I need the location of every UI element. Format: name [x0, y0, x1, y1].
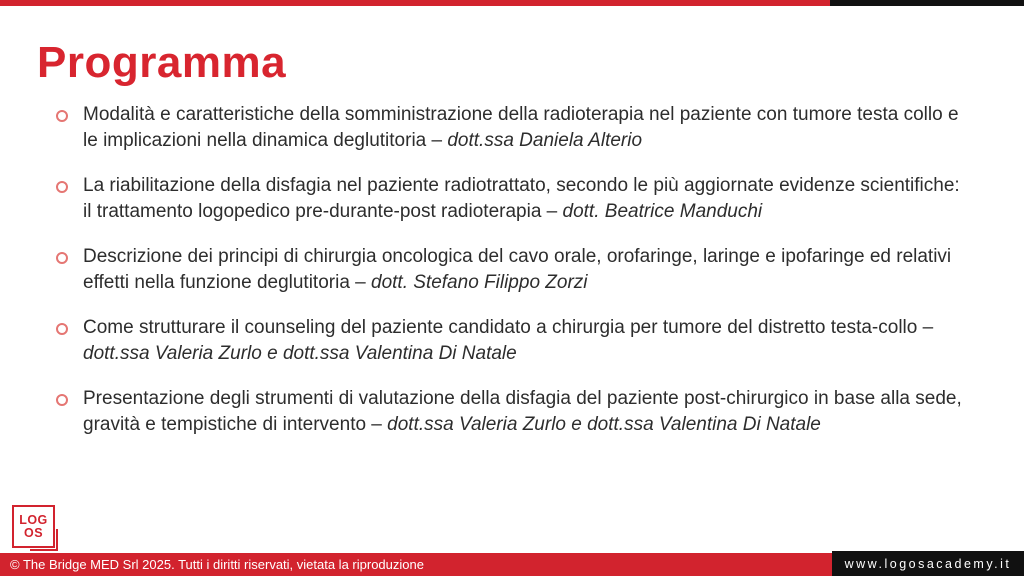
list-item: [56, 173, 971, 224]
speaker-name: dott.ssa Daniela Alterio: [447, 129, 643, 151]
bullet-text: [83, 173, 971, 224]
program-list: [56, 102, 971, 457]
bullet-marker-icon: [56, 181, 68, 193]
bullet-marker-icon: [56, 394, 68, 406]
speaker-name: dott. Beatrice Manduchi: [562, 200, 763, 222]
website-url: www.logosacademy.it: [844, 556, 1012, 571]
top-bar-red-segment: [0, 0, 830, 6]
logo-line1: LOG: [19, 512, 48, 527]
top-accent-bar: [0, 0, 1024, 6]
website-badge: [832, 551, 1024, 576]
topic-text: La riabilitazione della disfagia nel paziente radiotrattato, secondo le più aggiornate evidenze scientifiche: il trattamento logopedico pre-durante-post radioterapia –: [83, 175, 960, 222]
bullet-marker-icon: [56, 110, 68, 122]
list-item: [56, 102, 971, 153]
topic-text: Modalità e caratteristiche della somministrazione della radioterapia nel paziente con tumore testa collo e le implicazioni nella dinamica deglutitoria –: [83, 104, 959, 151]
bullet-marker-icon: [56, 323, 68, 335]
logo-corner-accent: [30, 529, 58, 551]
speaker-name: dott.ssa Valeria Zurlo e dott.ssa Valentina Di Natale: [83, 342, 517, 364]
bullet-text: [83, 315, 971, 366]
bullet-marker-icon: [56, 252, 68, 264]
list-item: [56, 244, 971, 295]
list-item: [56, 386, 971, 437]
speaker-name: dott.ssa Valeria Zurlo e dott.ssa Valentina Di Natale: [387, 413, 821, 435]
topic-text: Presentazione degli strumenti di valutazione della disfagia del paziente post-chirurgico in base alla sede, gravità e tempistiche di intervento –: [83, 388, 962, 435]
bullet-text: [83, 386, 971, 437]
logos-logo: [12, 505, 55, 548]
bullet-text: [83, 102, 971, 153]
speaker-name: dott. Stefano Filippo Zorzi: [371, 271, 588, 293]
page-title: Programma: [37, 38, 287, 87]
top-bar-black-segment: [830, 0, 1024, 6]
topic-text: Descrizione dei principi di chirurgia oncologica del cavo orale, orofaringe, laringe e ipofaringe ed relativi effetti nella funzione deglutitoria –: [83, 246, 952, 293]
logo-line2: OS: [23, 525, 44, 540]
topic-text: Come strutturare il counseling del paziente candidato a chirurgia per tumore del distretto testa-collo –: [83, 317, 934, 338]
copyright-text: © The Bridge MED Srl 2025. Tutti i diritti riservati, vietata la riproduzione: [10, 557, 424, 572]
bullet-text: [83, 244, 971, 295]
list-item: [56, 315, 971, 366]
